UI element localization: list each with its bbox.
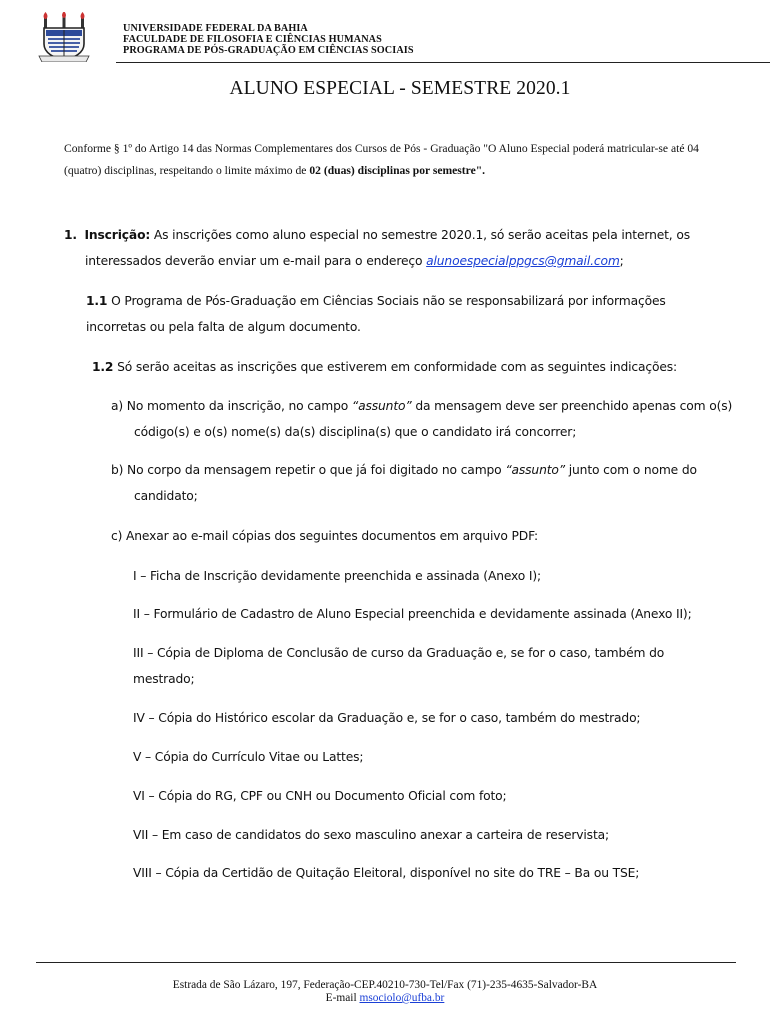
item-b	[111, 457, 756, 509]
intro-text: Conforme § 1º do Artigo 14 das Normas Complementares dos Cursos de Pós - Graduação "O Aluno Especial poderá matricular-se até 04 (quatro) disciplinas, respeitando o limite máximo de	[64, 142, 699, 177]
item-c: c) Anexar ao e-mail cópias dos seguintes documentos em arquivo PDF:	[111, 529, 539, 543]
item-a-italic: “assunto”	[351, 399, 412, 413]
item-1-2-text: Só serão aceitas as inscrições que estiverem em conformidade com as seguintes indicações:	[113, 360, 678, 374]
item-1-1-text: O Programa de Pós-Graduação em Ciências Sociais não se responsabilizará por informações incorretas ou pela falta de algum documento.	[86, 294, 666, 334]
intro-bold: 02 (duas) disciplinas por semestre".	[309, 164, 486, 177]
header-divider	[116, 62, 770, 63]
item-1-2-number: 1.2	[92, 360, 114, 374]
document-item-5: V – Cópia do Currículo Vitae ou Lattes;	[133, 750, 364, 764]
ufba-coat-of-arms-icon	[36, 12, 92, 62]
section-1-inscricao	[64, 222, 745, 274]
item-1-1	[86, 288, 726, 340]
document-item-2: II – Formulário de Cadastro de Aluno Especial preenchida e devidamente assinada (Anexo II);	[133, 607, 692, 621]
page-title: ALUNO ESPECIAL - SEMESTRE 2020.1	[229, 78, 571, 99]
letterhead	[36, 10, 736, 66]
item-a	[111, 393, 756, 445]
faculty-name: FACULDADE DE FILOSOFIA E CIÊNCIAS HUMANAS	[123, 34, 382, 45]
section-1-heading: Inscrição:	[84, 228, 151, 242]
document-item-8: VIII – Cópia da Certidão de Quitação Eleitoral, disponível no site do TRE – Ba ou TSE;	[133, 866, 640, 880]
document-item-1: I – Ficha de Inscrição devidamente preenchida e assinada (Anexo I);	[133, 569, 542, 583]
item-b-prefix: b) No corpo da mensagem repetir o que já foi digitado no campo	[111, 463, 506, 477]
item-1-1-number: 1.1	[86, 294, 108, 308]
item-b-suffix: junto com o nome do candidato;	[134, 463, 697, 503]
section-1-end: ;	[619, 254, 624, 268]
item-1-2	[92, 354, 732, 380]
university-name: UNIVERSIDADE FEDERAL DA BAHIA	[123, 23, 308, 34]
item-a-suffix: da mensagem deve ser preenchido apenas com o(s) código(s) e o(s) nome(s) da(s) disciplina(s) que o candidato irá concorrer;	[134, 399, 733, 439]
document-item-4: IV – Cópia do Histórico escolar da Graduação e, se for o caso, também do mestrado;	[133, 711, 641, 725]
section-1-number: 1.	[64, 228, 77, 242]
item-b-italic: “assunto”	[505, 463, 565, 477]
footer-address: Estrada de São Lázaro, 197, Federação-CEP.40210-730-Tel/Fax (71)-235-4635-Salvador-BA	[172, 979, 598, 991]
program-name: PROGRAMA DE PÓS-GRADUAÇÃO EM CIÊNCIAS SOCIAIS	[123, 45, 414, 56]
footer-divider	[36, 962, 736, 963]
document-item-7: VII – Em caso de candidatos do sexo masculino anexar a carteira de reservista;	[133, 828, 609, 842]
item-a-prefix: a) No momento da inscrição, no campo	[111, 399, 352, 413]
document-item-3: III – Cópia de Diploma de Conclusão de curso da Graduação e, se for o caso, também do mestrado;	[133, 646, 665, 686]
inscription-email-link[interactable]: alunoespecialppgcs@gmail.com	[426, 254, 620, 268]
section-1-text: As inscrições como aluno especial no semestre 2020.1, só serão aceitas pela internet, os interessados deverão enviar um e-mail para o endereço	[85, 228, 690, 268]
document-item-6: VI – Cópia do RG, CPF ou CNH ou Documento Oficial com foto;	[133, 789, 507, 803]
intro-paragraph	[64, 138, 736, 182]
page-footer	[0, 979, 770, 1005]
footer-email-link[interactable]: msociolo@ufba.br	[359, 992, 445, 1004]
footer-email-label: E-mail	[325, 992, 360, 1004]
